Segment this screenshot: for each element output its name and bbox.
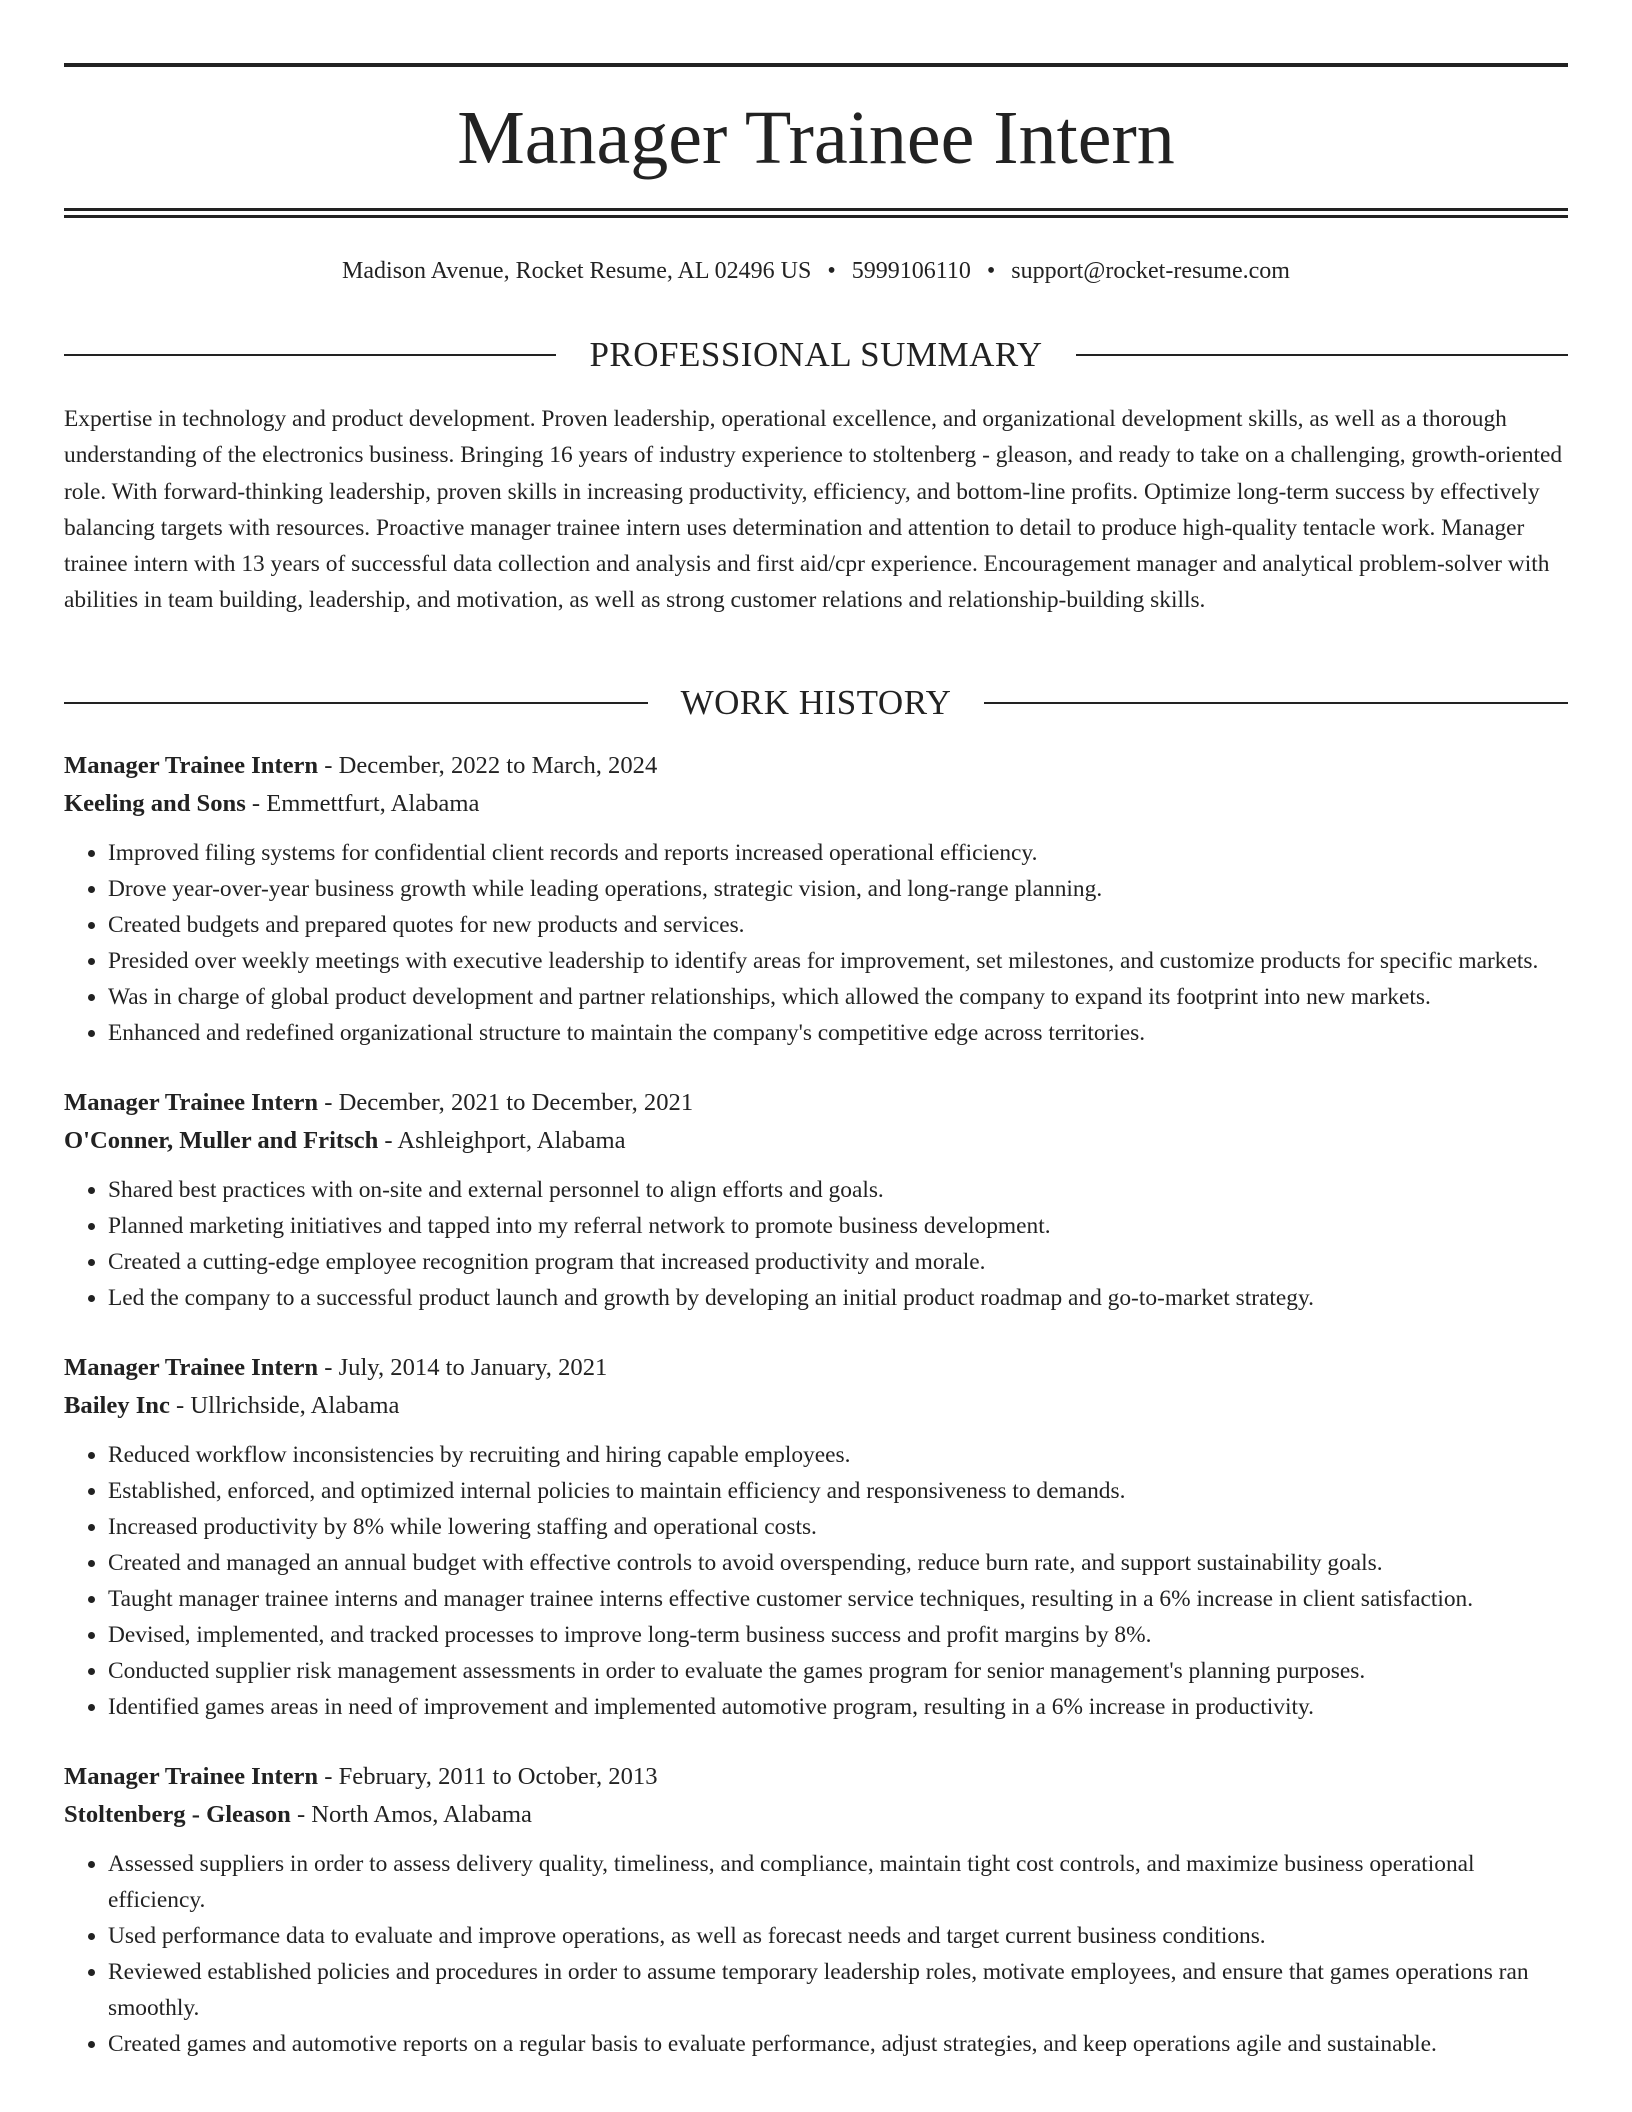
header-rule-upper bbox=[64, 208, 1568, 211]
job-title: Manager Trainee Intern bbox=[64, 752, 319, 779]
job-bullet: • Assessed suppliers in order to assess delivery quality, timeliness, and compliance, maintain tight cost controls, and maximize business operational efficiency. bbox=[108, 1846, 1568, 1918]
work-history-heading-text: WORK HISTORY bbox=[680, 683, 952, 722]
contact-separator: • bbox=[986, 258, 996, 284]
contact-separator: • bbox=[827, 258, 836, 284]
job-bullet: • Planned marketing initiatives and tapped into my referral network to promote business development. bbox=[108, 1208, 1568, 1244]
job-dates: December, 2022 to March, 2024 bbox=[338, 752, 658, 779]
job-bullet: • Used performance data to evaluate and improve operations, as well as forecast needs and target current business conditions. bbox=[108, 1918, 1568, 1954]
job-company: Stoltenberg - Gleason bbox=[64, 1801, 291, 1828]
job-bullet: • Was in charge of global product development and partner relationships, which allowed the company to expand its footprint into new markets. bbox=[108, 979, 1568, 1015]
job-dash: - bbox=[318, 1354, 339, 1381]
job-title: Manager Trainee Intern bbox=[64, 1354, 319, 1381]
job-dates: July, 2014 to January, 2021 bbox=[338, 1354, 608, 1381]
job-bullet-list bbox=[64, 1172, 1568, 1316]
job-title: Manager Trainee Intern bbox=[64, 1763, 319, 1790]
contact-line bbox=[64, 253, 1568, 289]
heading-rule-right bbox=[984, 702, 1568, 704]
job-dash: - bbox=[290, 1801, 312, 1828]
contact-phone: 5999106110 bbox=[851, 258, 971, 284]
job-title-line bbox=[64, 1758, 1568, 1796]
resume-name: Manager Trainee Intern bbox=[457, 96, 1175, 180]
job-dash: - bbox=[378, 1127, 398, 1154]
job-entry bbox=[64, 1349, 1568, 1725]
job-dates: December, 2021 to December, 2021 bbox=[338, 1089, 694, 1116]
job-company: O'Conner, Muller and Fritsch bbox=[64, 1127, 379, 1154]
job-bullet: • Created and managed an annual budget with effective controls to avoid overspending, reduce burn rate, and support sustainability goals. bbox=[108, 1545, 1568, 1581]
job-company: Keeling and Sons bbox=[64, 790, 246, 817]
job-dates: February, 2011 to October, 2013 bbox=[338, 1763, 658, 1790]
job-title-line bbox=[64, 1084, 1568, 1122]
job-bullet: • Conducted supplier risk management assessments in order to evaluate the games program for senior management's planning purposes. bbox=[108, 1653, 1568, 1689]
job-bullet: • Created games and automotive reports on a regular basis to evaluate performance, adjust strategies, and keep operations agile and sustainable. bbox=[108, 2026, 1568, 2062]
contact-email: support@rocket-resume.com bbox=[1011, 258, 1290, 284]
job-title-line bbox=[64, 747, 1568, 785]
job-bullet: • Enhanced and redefined organizational structure to maintain the company's competitive edge across territories. bbox=[108, 1015, 1568, 1051]
job-bullet: • Increased productivity by 8% while lowering staffing and operational costs. bbox=[108, 1509, 1568, 1545]
work-history-list bbox=[64, 747, 1568, 2095]
job-entry bbox=[64, 1758, 1568, 2062]
job-bullet: • Created a cutting-edge employee recognition program that increased productivity and morale. bbox=[108, 1244, 1568, 1280]
work-history-heading bbox=[64, 681, 1568, 725]
job-dash: - bbox=[318, 752, 339, 779]
job-bullet: • Established, enforced, and optimized internal policies to maintain efficiency and responsiveness to demands. bbox=[108, 1473, 1568, 1509]
job-bullet: • Led the company to a successful product launch and growth by developing an initial product roadmap and go-to-market strategy. bbox=[108, 1280, 1568, 1316]
job-entry bbox=[64, 1084, 1568, 1316]
header-rule-lower bbox=[64, 215, 1568, 218]
job-bullet: • Shared best practices with on-site and external personnel to align efforts and goals. bbox=[108, 1172, 1568, 1208]
job-bullet-list bbox=[64, 1846, 1568, 2062]
job-dash: - bbox=[318, 1089, 339, 1116]
heading-rule-right bbox=[1076, 354, 1568, 356]
contact-address: Madison Avenue, Rocket Resume, AL 02496 US bbox=[342, 258, 812, 284]
job-location: Emmettfurt, Alabama bbox=[266, 790, 480, 817]
job-dash: - bbox=[169, 1392, 191, 1419]
job-company: Bailey Inc bbox=[64, 1392, 170, 1419]
job-bullet: • Taught manager trainee interns and manager trainee interns effective customer service techniques, resulting in a 6% increase in client satisfaction. bbox=[108, 1581, 1568, 1617]
job-company-line bbox=[64, 1387, 1568, 1425]
job-bullet: • Improved filing systems for confidential client records and reports increased operational efficiency. bbox=[108, 835, 1568, 871]
job-company-line bbox=[64, 1796, 1568, 1834]
job-bullet: • Identified games areas in need of improvement and implemented automotive program, resulting in a 6% increase in productivity. bbox=[108, 1689, 1568, 1725]
job-dash: - bbox=[318, 1763, 339, 1790]
summary-heading bbox=[64, 333, 1568, 377]
job-bullet: • Created budgets and prepared quotes for new products and services. bbox=[108, 907, 1568, 943]
job-bullet: • Presided over weekly meetings with executive leadership to identify areas for improvement, set milestones, and customize products for specific markets. bbox=[108, 943, 1568, 979]
header-top-rule bbox=[64, 63, 1568, 67]
job-bullet: • Reviewed established policies and procedures in order to assume temporary leadership roles, motivate employees, and ensure that games operations ran smoothly. bbox=[108, 1954, 1568, 2026]
job-dash: - bbox=[245, 790, 267, 817]
job-location: North Amos, Alabama bbox=[311, 1801, 532, 1828]
job-title: Manager Trainee Intern bbox=[64, 1089, 319, 1116]
job-bullet: • Drove year-over-year business growth while leading operations, strategic vision, and long-range planning. bbox=[108, 871, 1568, 907]
job-location: Ashleighport, Alabama bbox=[397, 1127, 626, 1154]
job-company-line bbox=[64, 785, 1568, 823]
summary-heading-text: PROFESSIONAL SUMMARY bbox=[589, 335, 1043, 374]
job-bullet: • Reduced workflow inconsistencies by recruiting and hiring capable employees. bbox=[108, 1437, 1568, 1473]
job-bullet-list bbox=[64, 1437, 1568, 1725]
heading-rule-left bbox=[64, 354, 556, 356]
heading-rule-left bbox=[64, 702, 648, 704]
job-entry bbox=[64, 747, 1568, 1051]
summary-paragraph: Expertise in technology and product development. Proven leadership, operational excellence, and organizational development skills, as well as a thorough understanding of the electronics business. Bringing 16 years of industry experience to stoltenberg - gleason, and ready to take on a challenging, growth-oriented role. With forward-thinking leadership, proven skills in increasing productivity, efficiency, and bottom-line profits. Optimize long-term success by effectively balancing targets with resources. Proactive manager trainee intern uses determination and attention to detail to produce high-quality tentacle work. Manager trainee intern with 13 years of successful data collection and analysis and first aid/cpr experience. Encouragement manager and analytical problem-solver with abilities in team building, leadership, and motivation, as well as strong customer relations and relationship-building skills. bbox=[64, 406, 1563, 614]
job-location: Ullrichside, Alabama bbox=[190, 1392, 400, 1419]
job-title-line bbox=[64, 1349, 1568, 1387]
job-bullet-list bbox=[64, 835, 1568, 1051]
job-company-line bbox=[64, 1122, 1568, 1160]
job-bullet: • Devised, implemented, and tracked processes to improve long-term business success and profit margins by 8%. bbox=[108, 1617, 1568, 1653]
